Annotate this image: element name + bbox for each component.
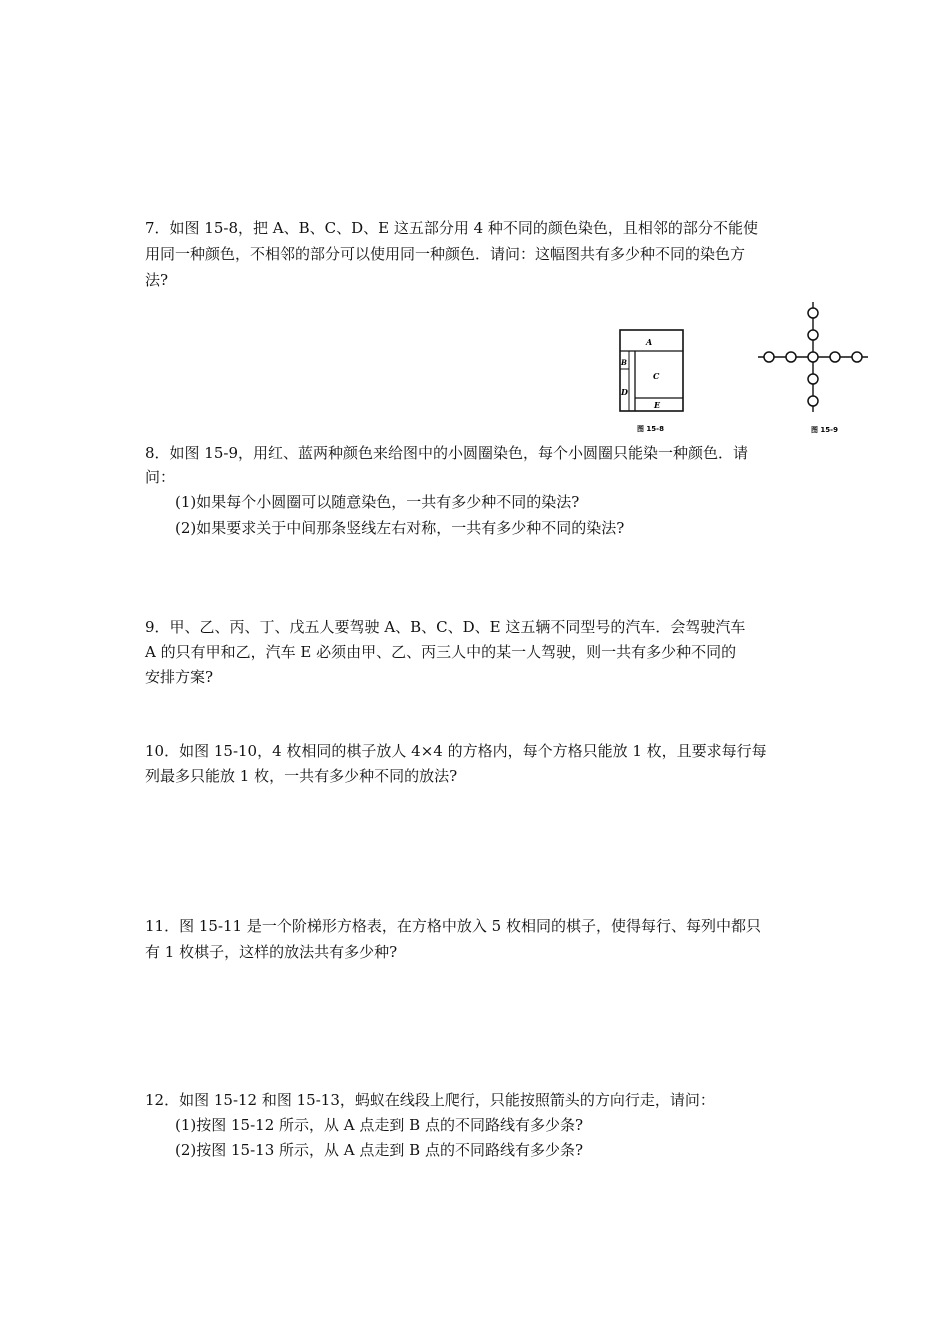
circle-node [808, 396, 818, 406]
q8-line-1: 8．如图 15-9，用红、蓝两种颜色来给图中的小圆圈染色，每个小圆圈只能染一种颜色．请 [145, 444, 749, 462]
q9-line-1: 9．甲、乙、丙、丁、戊五人要驾驶 A、B、C、D、E 这五辆不同型号的汽车．会驾驶汽车 [145, 618, 746, 636]
q7-line-2: 用同一种颜色，不相邻的部分可以使用同一种颜色．请问：这幅图共有多少种不同的染色方 [145, 245, 746, 263]
circle-node [808, 352, 818, 362]
q10-line-2: 列最多只能放 1 枚，一共有多少种不同的放法? [145, 767, 458, 785]
q8-line-2: 问： [145, 468, 176, 486]
fig158-label-c: C [653, 371, 660, 381]
q7-line-3: 法? [145, 271, 169, 289]
fig158-caption: 图 15-8 [637, 425, 664, 433]
circle-node [764, 352, 774, 362]
q8-sub-2: (2)如果要求关于中间那条竖线左右对称，一共有多少种不同的染法? [175, 519, 625, 537]
figure-15-8 [615, 325, 690, 435]
fig158-label-b: B [621, 358, 627, 367]
circle-node [830, 352, 840, 362]
circle-node [808, 330, 818, 340]
q8-sub-1: (1)如果每个小圆圈可以随意染色，一共有多少种不同的染法? [175, 493, 580, 511]
circle-node [808, 308, 818, 318]
q12-sub-2: (2)按图 15-13 所示，从 A 点走到 B 点的不同路线有多少条? [175, 1141, 583, 1159]
q12-sub-1: (1)按图 15-12 所示，从 A 点走到 B 点的不同路线有多少条? [175, 1116, 583, 1134]
q12-line-1: 12．如图 15-12 和图 15-13，蚂蚁在线段上爬行，只能按照箭头的方向行走，请问： [145, 1091, 715, 1109]
circle-node [808, 374, 818, 384]
q11-line-1: 11．图 15-11 是一个阶梯形方格表，在方格中放入 5 枚相同的棋子，使得每行、每列中都只 [145, 917, 761, 935]
circle-node [852, 352, 862, 362]
q7-line-1: 7．如图 15-8，把 A、B、C、D、E 这五部分用 4 种不同的颜色染色，且相邻的部分不能使 [145, 219, 758, 237]
fig158-label-e: E [654, 400, 661, 410]
q9-line-2: A 的只有甲和乙，汽车 E 必须由甲、乙、丙三人中的某一人驾驶，则一共有多少种不同的 [145, 643, 737, 661]
circle-node [786, 352, 796, 362]
q10-line-1: 10．如图 15-10，4 枚相同的棋子放人 4×4 的方格内，每个方格只能放 1 枚，且要求每行每 [145, 742, 767, 760]
q11-line-2: 有 1 枚棋子，这样的放法共有多少种? [145, 943, 398, 961]
figure-15-9 [755, 298, 875, 438]
fig158-label-d: D [621, 387, 628, 397]
fig158-label-a: A [646, 337, 653, 347]
fig159-caption: 图 15-9 [811, 426, 838, 434]
q9-line-3: 安排方案? [145, 668, 214, 686]
